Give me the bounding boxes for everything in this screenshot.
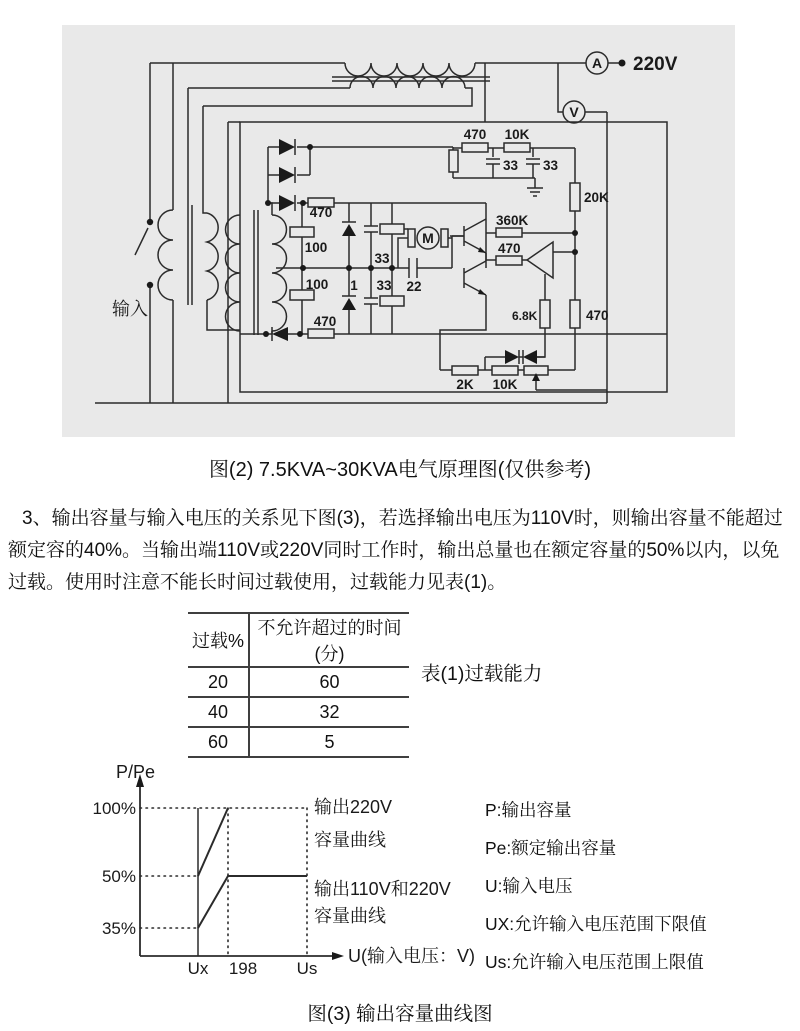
table1-caption: 表(1)过载能力 (421, 663, 543, 685)
motor-label: M (422, 230, 434, 246)
label-r470-amp: 470 (498, 241, 521, 256)
ytick-50: 50% (101, 867, 136, 886)
label-r360k: 360K (496, 213, 529, 228)
label-r470-bot: 470 (313, 314, 337, 329)
xtick-ux: Ux (187, 959, 209, 978)
label-r470-d3: 470 (309, 205, 333, 220)
circuit-schematic (0, 0, 800, 455)
capacity-curve-figure (0, 745, 800, 995)
cell-overload-60: 60 (188, 727, 249, 757)
label-r20k: 20K (584, 190, 609, 205)
legend-item-pe: Pe:额定输出容量 (485, 838, 617, 858)
xtick-us: Us (296, 959, 318, 978)
cell-time-32: 32 (319, 701, 340, 722)
figure2-caption: 图(2) 7.5KVA~30KVA电气原理图(仅供参考) (208, 459, 592, 481)
cell-time-5: 5 (324, 731, 335, 752)
label-c33-net-b: 33 (543, 158, 559, 173)
xtick-198: 198 (228, 959, 258, 978)
label-r68k: 6.8K (512, 309, 538, 323)
x-axis-arrow (332, 952, 344, 960)
ytick-35: 35% (101, 919, 136, 938)
body-paragraph: 3、输出容量与输入电压的关系见下图(3)，若选择输出电压为110V时，则输出容量不能超过额定容的40%。当输出端110V或220V同时工作时，输出总量也在额定容量的50%以内，以免过载。使用时注意不能长时间过载使用，过载能力见表(1)。 (8, 508, 783, 593)
label-r470-net: 470 (463, 127, 487, 142)
input-label: 输入 (112, 299, 148, 319)
label-c22: 22 (406, 279, 422, 294)
curve-110v-220v (198, 876, 307, 928)
label-c33-mid-a: 33 (374, 251, 390, 266)
table-row (188, 697, 409, 727)
overload-table (188, 612, 409, 758)
cell-overload-40: 40 (188, 697, 249, 727)
label-r10k-pot: 10K (492, 377, 518, 392)
mains-voltage-label: 220V (633, 54, 678, 75)
legend-item-ux: UX:允许输入电压范围下限值 (485, 914, 707, 934)
overload-table-section (188, 612, 648, 752)
table-row (188, 667, 409, 697)
label-c1: 1 (350, 278, 358, 293)
curve-220v (198, 808, 228, 876)
cell-time-60: 60 (319, 671, 340, 692)
chart-legend (485, 791, 707, 981)
label-c33-mid-b: 33 (376, 278, 392, 293)
label-r470-right: 470 (586, 308, 609, 323)
x-axis-title: U(输入电压：V) (348, 946, 475, 966)
ytick-100: 100% (92, 799, 136, 818)
curve2-label-line1: 输出110V和220V (314, 879, 451, 899)
col-header-time: 不允许超过的时间(分) (249, 613, 409, 667)
label-r10k-net: 10K (504, 127, 530, 142)
cell-overload-20: 20 (188, 667, 249, 697)
legend-item-p: P:输出容量 (485, 800, 572, 820)
circuit-figure (0, 0, 800, 460)
capacity-chart (0, 745, 480, 991)
table-header-row (188, 613, 409, 667)
figure3-caption: 图(3) 输出容量曲线图 (307, 1003, 493, 1025)
curve1-label-line1: 输出220V (314, 797, 393, 817)
legend-item-us: Us:允许输入电压范围上限值 (485, 952, 704, 972)
ammeter-label: A (591, 55, 603, 71)
y-axis-title: P/Pe (116, 762, 156, 782)
curve2-label-line2: 容量曲线 (314, 906, 386, 926)
legend-item-u: U:输入电压 (485, 876, 573, 896)
label-r2k: 2K (456, 377, 474, 392)
label-c100-top: 100 (304, 240, 328, 255)
circuit-panel (62, 25, 735, 437)
curve1-label-line2: 容量曲线 (314, 830, 386, 850)
voltmeter-label: V (569, 104, 579, 120)
col-header-overload: 过载% (188, 613, 249, 667)
label-c100-bot: 100 (305, 277, 329, 292)
label-c33-net-a: 33 (503, 158, 519, 173)
